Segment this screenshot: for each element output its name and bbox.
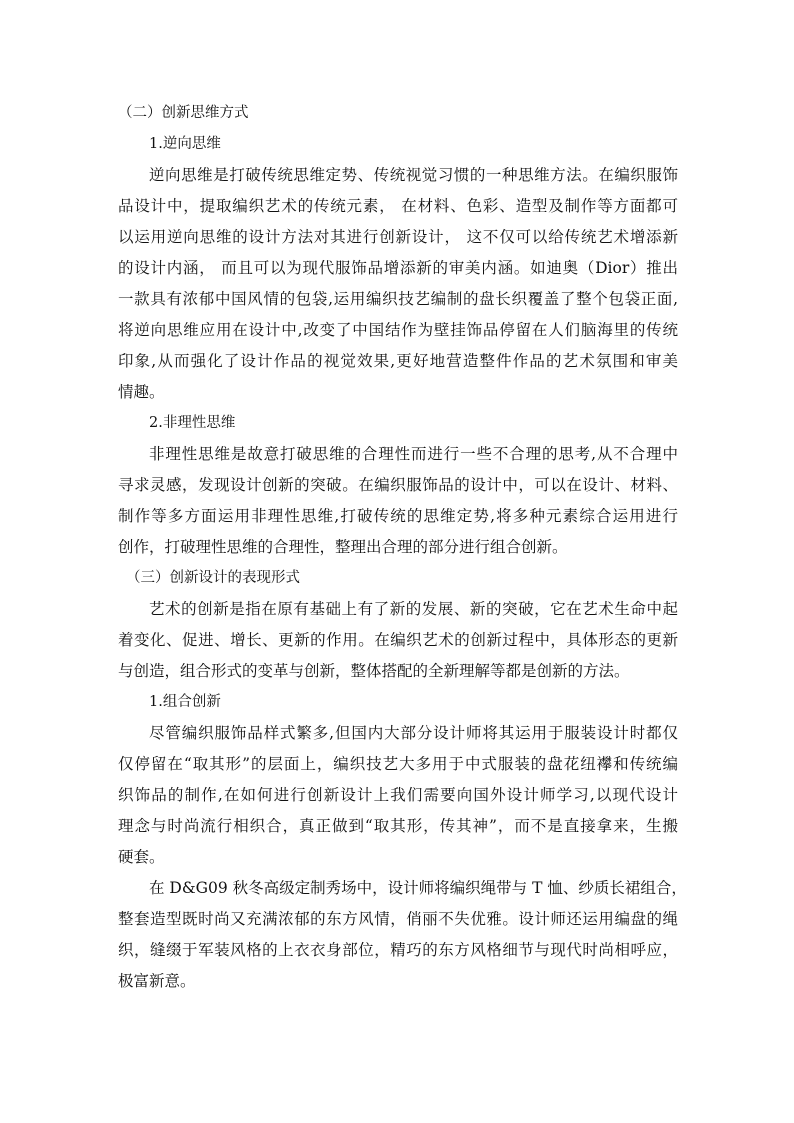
paragraph-line: 的设计内涵， 而且可以为现代服饰品增添新的审美内涵。如迪奥（Dior）推出 [118,259,678,277]
paragraph-line: 与创造，组合形式的变革与创新，整体搭配的全新理解等都是创新的方法。 [118,662,630,680]
paragraph-line: 极富新意。 [118,972,196,990]
paragraph-reverse-thinking [118,160,678,408]
section-heading-forms: （三）创新设计的表现形式 [126,570,300,586]
paragraph-line: 逆向思维是打破传统思维定势、传统视觉习惯的一种思维方法。在编织服饰 [149,166,678,184]
paragraph-line: 一款具有浓郁中国风情的包袋,运用编织技艺编制的盘长织覆盖了整个包袋正面, [118,290,678,308]
document-body [118,98,687,997]
paragraph-line: 情趣。 [118,383,165,401]
paragraph-line: 尽管编织服饰品样式繁多,但国内大部分设计师将其运用于服装设计时都仅 [149,724,678,742]
paragraph-irrational-thinking [118,439,678,563]
paragraph-dg-example [118,873,687,997]
paragraph-line: 整套造型既时尚又充满浓郁的东方风情，俏丽不失优雅。设计师还运用编盘的绳 [118,910,678,928]
paragraph-line: 制作等多方面运用非理性思维,打破传统的思维定势,将多种元素综合运用进行 [118,507,678,525]
paragraph-line: 理念与时尚流行相织合，真正做到“取其形，传其神”，而不是直接拿来，生搬 [118,817,678,835]
paragraph-line: 织饰品的制作,在如何进行创新设计上我们需要向国外设计师学习,以现代设计 [118,786,678,804]
paragraph-line: 硬套。 [118,848,165,866]
paragraph-line: 仅停留在“取其形”的层面上，编织技艺大多用于中式服装的盘花纽襻和传统编 [118,755,678,773]
paragraph-line: 艺术的创新是指在原有基础上有了新的发展、新的突破，它在艺术生命中起 [149,600,678,618]
paragraph-line: 着变化、促进、增长、更新的作用。在编织艺术的创新过程中，具体形态的更新 [118,631,678,649]
paragraph-line: 寻求灵感，发现设计创新的突破。在编织服饰品的设计中，可以在设计、材料、 [118,476,678,494]
paragraph-forms [118,594,678,687]
paragraph-line: 创作，打破理性思维的合理性，整理出合理的部分进行组合创新。 [118,538,568,556]
paragraph-line: 印象,从而强化了设计作品的视觉效果,更好地营造整件作品的艺术氛围和审美 [118,352,678,370]
paragraph-line: 织，缝缀于军装风格的上衣衣身部位，精巧的东方风格细节与现代时尚相呼应， [118,941,678,959]
section-heading-methods: （二）创新思维方式 [118,105,249,121]
paragraph-line: 在 D&G09 秋冬高级定制秀场中，设计师将编织绳带与 T 恤、纱质长裙组合， [149,879,687,897]
subheading-combination-innovation: 1.组合创新 [149,694,221,710]
paragraph-combination-innovation [118,718,678,873]
paragraph-line: 品设计中，提取编织艺术的传统元素， 在材料、色彩、造型及制作等方面都可 [118,197,678,215]
paragraph-line: 以运用逆向思维的设计方法对其进行创新设计， 这不仅可以给传统艺术增添新 [118,228,678,246]
paragraph-line: 将逆向思维应用在设计中,改变了中国结作为壁挂饰品停留在人们脑海里的传统 [118,321,678,339]
paragraph-line: 非理性思维是故意打破思维的合理性而进行一些不合理的思考,从不合理中 [149,445,678,463]
subheading-reverse-thinking: 1.逆向思维 [149,136,221,152]
subheading-irrational-thinking: 2.非理性思维 [149,415,236,431]
